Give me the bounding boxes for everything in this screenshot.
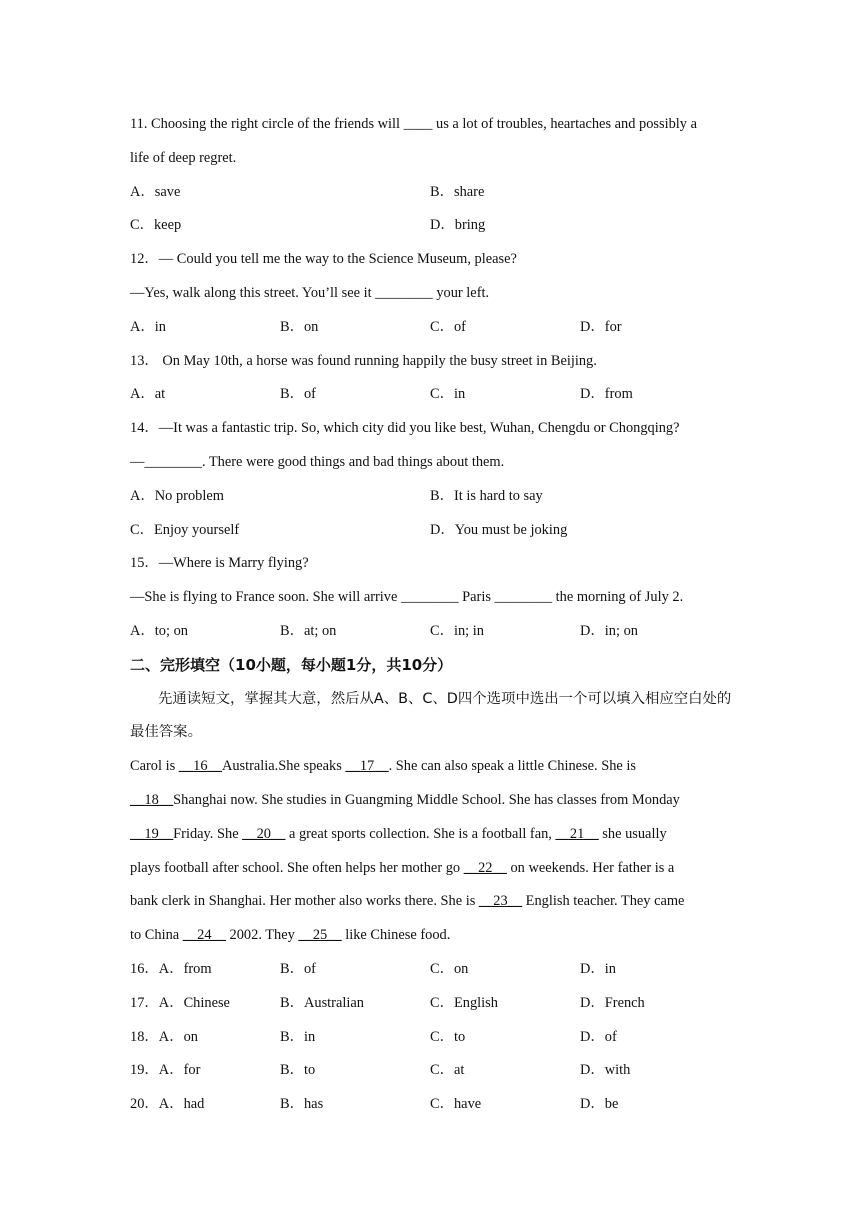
passage-text: like Chinese food. xyxy=(341,927,451,944)
passage-text: on weekends. Her father is a xyxy=(506,859,675,876)
passage-text: she usually xyxy=(598,825,667,842)
option-c: C．keep xyxy=(130,217,182,234)
option-d: D．with xyxy=(580,1062,631,1079)
question-14-options-row1 xyxy=(130,480,740,514)
passage-line xyxy=(130,852,740,886)
option-b: B．It is hard to say xyxy=(430,487,543,504)
question-11-options-row1 xyxy=(130,176,740,210)
question-11-stem: 11. Choosing the right circle of the friends will ____ us a lot of troubles, heartaches and possibly a xyxy=(130,116,697,132)
option-d: D．be xyxy=(580,1096,619,1113)
option-b: B．has xyxy=(280,1096,324,1113)
passage-line xyxy=(130,818,740,852)
blank-25: __25__ xyxy=(298,927,342,944)
option-b: B．in xyxy=(280,1028,316,1045)
blank-17: __17__ xyxy=(345,758,389,775)
question-12-options xyxy=(130,311,740,345)
option-d: D．from xyxy=(580,386,633,403)
question-number: 18． xyxy=(130,1028,159,1045)
exam-page xyxy=(130,108,740,1122)
option-c: C．have xyxy=(430,1096,482,1113)
option-a xyxy=(130,953,280,987)
option-c: C．Enjoy yourself xyxy=(130,521,240,538)
blank-18: __18__ xyxy=(130,791,174,808)
question-14-stem: 14．—It was a fantastic trip. So, which city did you like best, Wuhan, Chengdu or Chongqing? xyxy=(130,420,680,437)
section-instructions: 先通读短文，掌握其大意，然后从A、B、C、D四个选项中选出一个可以填入相应空白处的最佳答案。 xyxy=(130,690,732,741)
option-b: B．of xyxy=(280,960,316,977)
question-12-stem: 12．— Could you tell me the way to the Science Museum, please? xyxy=(130,251,517,268)
question-14-options-row2 xyxy=(130,514,740,548)
option-c: C．at xyxy=(430,1062,465,1079)
question-12-stem-cont: —Yes, walk along this street. You’ll see it ________ your left. xyxy=(130,284,490,301)
option-c: C．English xyxy=(430,994,498,1011)
option-text: A．Chinese xyxy=(158,994,230,1011)
option-d: D．in; on xyxy=(580,622,638,639)
passage-text: Carol is xyxy=(130,758,179,775)
option-a: A．in xyxy=(130,318,166,335)
blank-23: __23__ xyxy=(478,893,523,910)
blank-20: __20__ xyxy=(242,825,286,842)
question-number: 17． xyxy=(130,994,159,1011)
option-b: B．at; on xyxy=(280,622,337,639)
option-c: C．of xyxy=(430,318,466,335)
passage-text: bank clerk in Shanghai. Her mother also works there. She is xyxy=(130,893,479,910)
passage-text: to China xyxy=(130,927,183,944)
question-11-options-row2 xyxy=(130,209,740,243)
cloze-question-17 xyxy=(130,987,740,1021)
blank-16: __16__ xyxy=(178,758,222,775)
passage-text: Shanghai now. She studies in Guangming Middle School. She has classes from Monday xyxy=(173,791,680,808)
passage-text: 2002. They xyxy=(225,927,299,944)
option-text: A．for xyxy=(158,1062,201,1079)
question-13-options xyxy=(130,378,740,412)
option-a: A．No problem xyxy=(130,487,224,504)
option-text: A．on xyxy=(158,1028,198,1045)
question-number: 19． xyxy=(130,1062,159,1079)
passage-text: Australia.She speaks xyxy=(221,758,346,775)
question-15-stem-cont: —She is flying to France soon. She will arrive ________ Paris ________ the morning of July 2. xyxy=(130,589,684,606)
option-d: D．French xyxy=(580,994,645,1011)
blank-21: __21__ xyxy=(555,825,599,842)
question-13-stem: 13． On May 10th, a horse was found running happily the busy street in Beijing. xyxy=(130,352,597,369)
question-number: 20． xyxy=(130,1096,159,1113)
blank-24: __24__ xyxy=(182,927,226,944)
option-d: D．You must be joking xyxy=(430,521,568,538)
option-d: D．for xyxy=(580,318,622,335)
cloze-question-19 xyxy=(130,1054,740,1088)
section-heading: 二、完形填空（10小题，每小题1分，共10分） xyxy=(130,655,453,674)
option-b: B．Australian xyxy=(280,994,364,1011)
option-b: B．share xyxy=(430,183,485,200)
option-b: B．on xyxy=(280,318,319,335)
passage-line xyxy=(130,750,740,784)
passage-text: plays football after school. She often helps her mother go xyxy=(130,859,464,876)
passage-text: Friday. She xyxy=(173,825,243,842)
option-a: A．save xyxy=(130,183,181,200)
option-c: C．on xyxy=(430,960,469,977)
option-b: B．of xyxy=(280,386,316,403)
option-a xyxy=(130,1054,280,1088)
option-text: A．from xyxy=(158,960,212,977)
question-11-stem-cont: life of deep regret. xyxy=(130,149,237,166)
cloze-question-16 xyxy=(130,953,740,987)
question-14-stem-cont: —________. There were good things and bad things about them. xyxy=(130,453,505,470)
cloze-question-18 xyxy=(130,1021,740,1055)
option-c: C．in xyxy=(430,386,466,403)
option-c: C．to xyxy=(430,1028,466,1045)
passage-line xyxy=(130,919,740,953)
question-15-options xyxy=(130,615,740,649)
option-a xyxy=(130,1088,280,1122)
option-a: A．at xyxy=(130,386,166,403)
passage-line xyxy=(130,885,740,919)
option-d: D．in xyxy=(580,960,616,977)
cloze-question-20 xyxy=(130,1088,740,1122)
option-d: D．bring xyxy=(430,217,486,234)
question-15-stem: 15．—Where is Marry flying? xyxy=(130,555,309,572)
option-a xyxy=(130,987,280,1021)
option-c: C．in; in xyxy=(430,622,484,639)
option-a xyxy=(130,1021,280,1055)
passage-text: English teacher. They came xyxy=(522,893,685,910)
blank-19: __19__ xyxy=(130,825,174,842)
passage-text: . She can also speak a little Chinese. She is xyxy=(388,758,636,775)
option-a: A．to; on xyxy=(130,622,188,639)
passage-line xyxy=(130,784,740,818)
option-b: B．to xyxy=(280,1062,316,1079)
question-number: 16． xyxy=(130,960,159,977)
option-text: A．had xyxy=(158,1096,205,1113)
option-d: D．of xyxy=(580,1028,617,1045)
passage-text: a great sports collection. She is a football fan, xyxy=(285,825,556,842)
blank-22: __22__ xyxy=(463,859,507,876)
